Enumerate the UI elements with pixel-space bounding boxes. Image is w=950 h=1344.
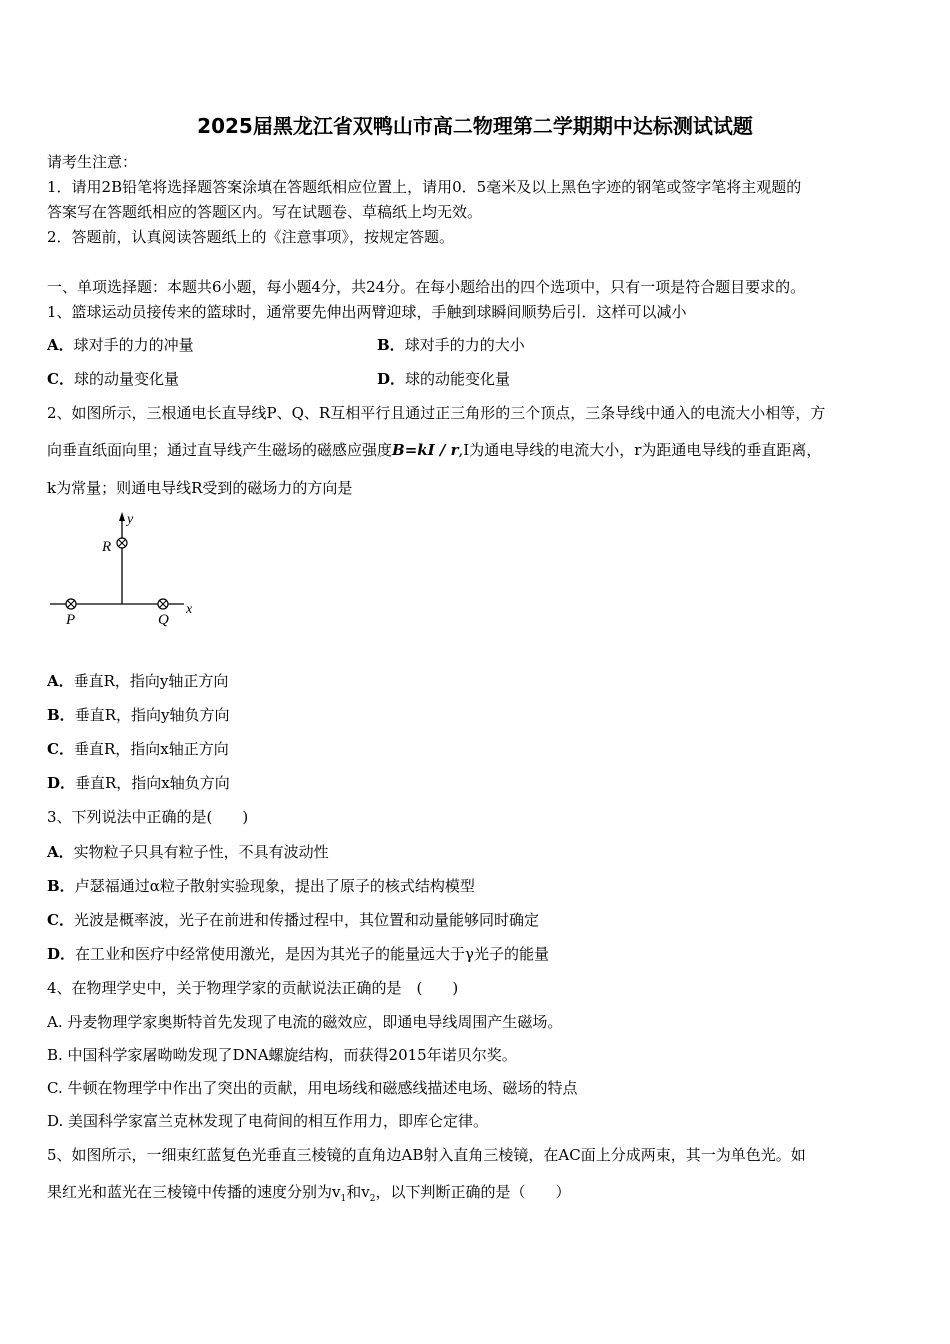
wire-r-symbol — [117, 538, 127, 548]
q5-stem-line-1: 5、如图所示，一细束红蓝复色光垂直三棱镜的直角边AB射入直角三棱镜，在AC面上分成两束，其一为单色光。如 — [47, 1146, 806, 1164]
option-text: 球对手的力的大小 — [404, 336, 525, 354]
option-label: B． — [47, 706, 75, 724]
q5-stem-line-2 — [47, 1182, 910, 1209]
q3-option-a — [47, 842, 329, 862]
option-text: 实物粒子只具有粒子性，不具有波动性 — [73, 843, 329, 861]
option-label: B． — [377, 336, 405, 354]
q4-stem: 4、在物理学史中，关于物理学家的贡献说法正确的是 ( ) — [47, 979, 459, 997]
q2-option-b — [47, 705, 229, 725]
option-text: 卢瑟福通过α粒子散射实验现象，提出了原子的核式结构模型 — [74, 877, 475, 895]
option-text: 球的动能变化量 — [405, 370, 511, 388]
option-label: C． — [47, 911, 74, 929]
q2-stem-line-3: k为常量；则通电导线R受到的磁场力的方向是 — [47, 479, 353, 497]
q3-stem: 3、下列说法中正确的是( ) — [47, 808, 249, 826]
wire-q-symbol — [158, 599, 168, 609]
q3-option-c — [47, 910, 539, 930]
notice-item-1-line-1: 1．请用2B铅笔将选择题答案涂填在答题纸相应位置上，请用0．5毫米及以上黑色字迹的钢笔或签字笔将主观题的 — [47, 178, 802, 196]
option-text: 垂直R，指向y轴负方向 — [74, 706, 230, 724]
option-label: C． — [47, 740, 74, 758]
q4-option-c: C. 牛顿在物理学中作出了突出的贡献，用电场线和磁感线描述电场、磁场的特点 — [47, 1079, 578, 1097]
option-label: D． — [47, 945, 76, 963]
q3-option-b — [47, 876, 475, 896]
q2-formula: B=kI / r — [392, 441, 459, 459]
option-text: 垂直R，指向x轴负方向 — [75, 774, 230, 792]
label-x: x — [186, 602, 193, 617]
option-text: 光波是概率波，光子在前进和传播过程中，其位置和动量能够同时确定 — [73, 911, 539, 929]
option-label: B． — [47, 877, 75, 895]
q2-option-a — [47, 671, 228, 691]
q1-option-c — [47, 369, 179, 389]
q4-option-b: B. 中国科学家屠呦呦发现了DNA螺旋结构，而获得2015年诺贝尔奖。 — [47, 1046, 517, 1064]
wire-p-symbol — [66, 599, 76, 609]
q1-option-b — [377, 335, 525, 355]
option-text: 球的动量变化量 — [73, 370, 179, 388]
q2-stem-line-2-text: 向垂直纸面向里；通过直导线产生磁场的磁感应强度 — [47, 441, 393, 459]
label-y: y — [127, 512, 134, 527]
q2-stem-line-2 — [47, 440, 910, 460]
option-label: A． — [47, 336, 74, 354]
q5-stem-text-mid: 和v — [346, 1183, 370, 1201]
q1-stem: 1、篮球运动员接传来的篮球时，通常要先伸出两臂迎球，手触到球瞬间顺势后引．这样可以减小 — [47, 303, 687, 321]
q1-option-d — [377, 369, 510, 389]
q2-figure — [40, 505, 210, 635]
notice-item-2: 2．答题前，认真阅读答题纸上的《注意事项》，按规定答题。 — [47, 228, 455, 246]
label-p: P — [66, 612, 76, 628]
q4-option-d: D. 美国科学家富兰克林发现了电荷间的相互作用力，即库仑定律。 — [47, 1112, 489, 1130]
q2-option-c — [47, 739, 229, 759]
option-text: 垂直R，指向x轴正方向 — [73, 740, 229, 758]
notice-heading: 请考生注意： — [47, 153, 138, 171]
label-q: Q — [158, 612, 169, 628]
option-label: D． — [47, 774, 76, 792]
subscript-1: 1 — [340, 1194, 347, 1204]
q3-option-d — [47, 944, 549, 964]
subscript-2: 2 — [369, 1194, 376, 1204]
q5-stem-text-end: ，以下判断正确的是（ ） — [375, 1183, 571, 1201]
label-r: R — [102, 539, 112, 555]
option-text: 垂直R，指向y轴正方向 — [73, 672, 229, 690]
q2-stem-line-1: 2、如图所示，三根通电长直导线P、Q、R互相平行且通过正三角形的三个顶点，三条导线中通入的电流大小相等，方 — [47, 404, 826, 422]
q2-option-d — [47, 773, 230, 793]
option-text: 在工业和医疗中经常使用激光，是因为其光子的能量远大于γ光子的能量 — [75, 945, 549, 963]
option-label: A． — [47, 843, 74, 861]
option-label: A． — [47, 672, 74, 690]
notice-item-1-line-2: 答案写在答题纸相应的答题区内。写在试题卷、草稿纸上均无效。 — [47, 203, 483, 221]
q2-stem-line-2-rest: ,I为通电导线的电流大小，r为距通电导线的垂直距离， — [458, 441, 822, 459]
section-heading: 一、单项选择题：本题共6小题，每小题4分，共24分。在每小题给出的四个选项中，只有一项是符合题目要求的。 — [47, 278, 806, 296]
q4-option-a: A. 丹麦物理学家奥斯特首先发现了电流的磁效应，即通电导线周围产生磁场。 — [47, 1013, 563, 1031]
y-axis-arrow — [119, 512, 125, 521]
q5-stem-text: 果红光和蓝光在三棱镜中传播的速度分别为v — [47, 1183, 341, 1201]
option-label: C． — [47, 370, 74, 388]
page-title: 2025届黑龙江省双鸭山市高二物理第二学期期中达标测试试题 — [197, 114, 753, 138]
option-label: D． — [377, 370, 406, 388]
option-text: 球对手的力的冲量 — [73, 336, 194, 354]
q1-option-a — [47, 335, 194, 355]
